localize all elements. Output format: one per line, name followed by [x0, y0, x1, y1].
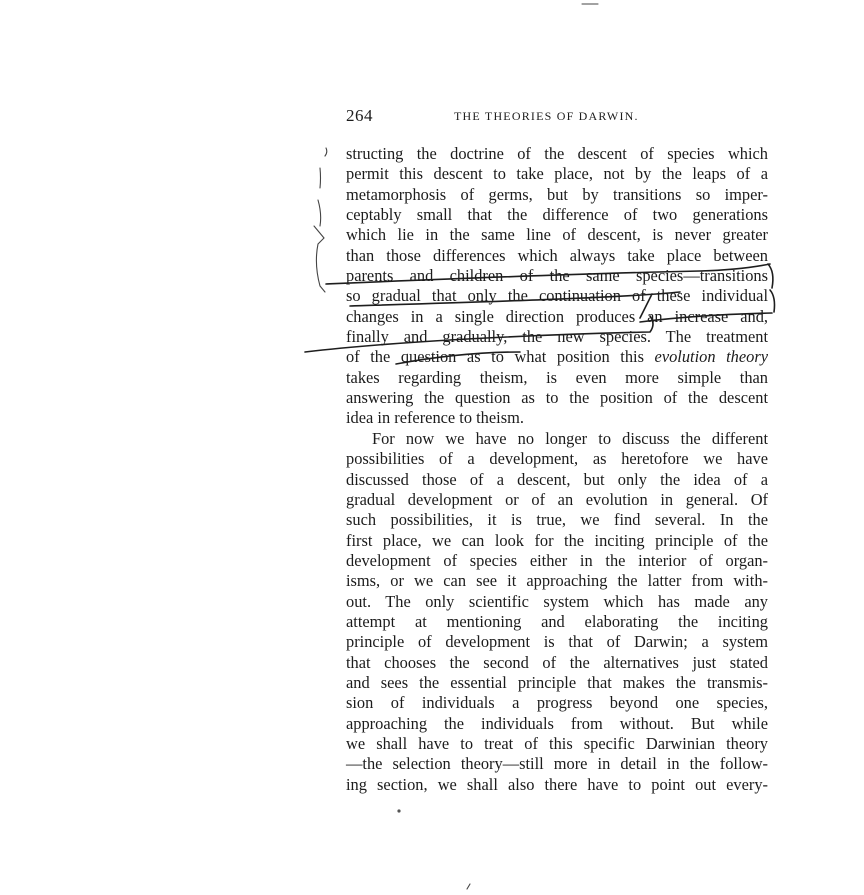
text-line: attempt at mentioning and elaborating the inciting — [346, 611, 768, 631]
text-line: first place, we can look for the inciting principle of the — [346, 530, 768, 550]
text-line: principle of development is that of Darwin; a system — [346, 632, 768, 652]
speck — [397, 809, 400, 812]
text-line: such possibilities, it is true, we find several. In the — [346, 510, 768, 530]
page-header — [346, 106, 766, 126]
text-fragment: of the question as to what position this — [346, 347, 655, 367]
text-line: finally and gradually, the new species. The treatment — [346, 327, 768, 347]
speck — [467, 884, 470, 889]
text-line: structing the doctrine of the descent of species which — [346, 144, 768, 163]
text-line — [346, 347, 768, 367]
text-line: changes in a single direction produces an increase and, — [346, 306, 768, 326]
page-number: 264 — [346, 106, 373, 125]
text-line: out. The only scientific system which has made any — [346, 591, 768, 611]
text-line: which lie in the same line of descent, is never greater — [346, 225, 768, 245]
text-line: ceptably small that the difference of two generations — [346, 205, 768, 225]
text-line: ing section, we shall also there have to point out every- — [346, 774, 768, 794]
text-line: metamorphosis of germs, but by transitions so imper- — [346, 184, 768, 204]
text-line: parents and children of the same species—transitions — [346, 266, 768, 286]
text-line: development of species either in the interior of organ- — [346, 550, 768, 570]
text-line: and sees the essential principle that makes the transmis- — [346, 672, 768, 692]
text-line: isms, or we can see it approaching the latter from with- — [346, 571, 768, 591]
running-title: THE THEORIES OF DARWIN. — [454, 109, 639, 123]
text-line: possibilities of a development, as heretofore we have — [346, 449, 768, 469]
text-line: discussed those of a descent, but only the idea of a — [346, 469, 768, 489]
italic-term: evolution theory — [654, 347, 768, 367]
text-line: —the selection theory—still more in detail in the follow- — [346, 754, 768, 774]
text-line: For now we have no longer to discuss the different — [372, 428, 768, 448]
text-line: that chooses the second of the alternatives just stated — [346, 652, 768, 672]
text-line: idea in reference to theism. — [346, 408, 524, 428]
text-line: takes regarding theism, is even more simple than — [346, 367, 768, 387]
text-line: gradual development or of an evolution in general. Of — [346, 489, 768, 509]
text-line: so gradual that only the continuation of these individual — [346, 286, 768, 306]
text-line: we shall have to treat of this specific Darwinian theory — [346, 733, 768, 753]
text-line: than those differences which always take place between — [346, 245, 768, 265]
text-line: permit this descent to take place, not by the leaps of a — [346, 164, 768, 184]
pen-right-bracket — [768, 264, 775, 312]
text-line: sion of individuals a progress beyond one species, — [346, 693, 768, 713]
text-line: answering the question as to the position of the descent — [346, 388, 768, 408]
margin-bracket — [314, 148, 327, 292]
text-line: approaching the individuals from without. But while — [346, 713, 768, 733]
body-text — [346, 144, 768, 795]
